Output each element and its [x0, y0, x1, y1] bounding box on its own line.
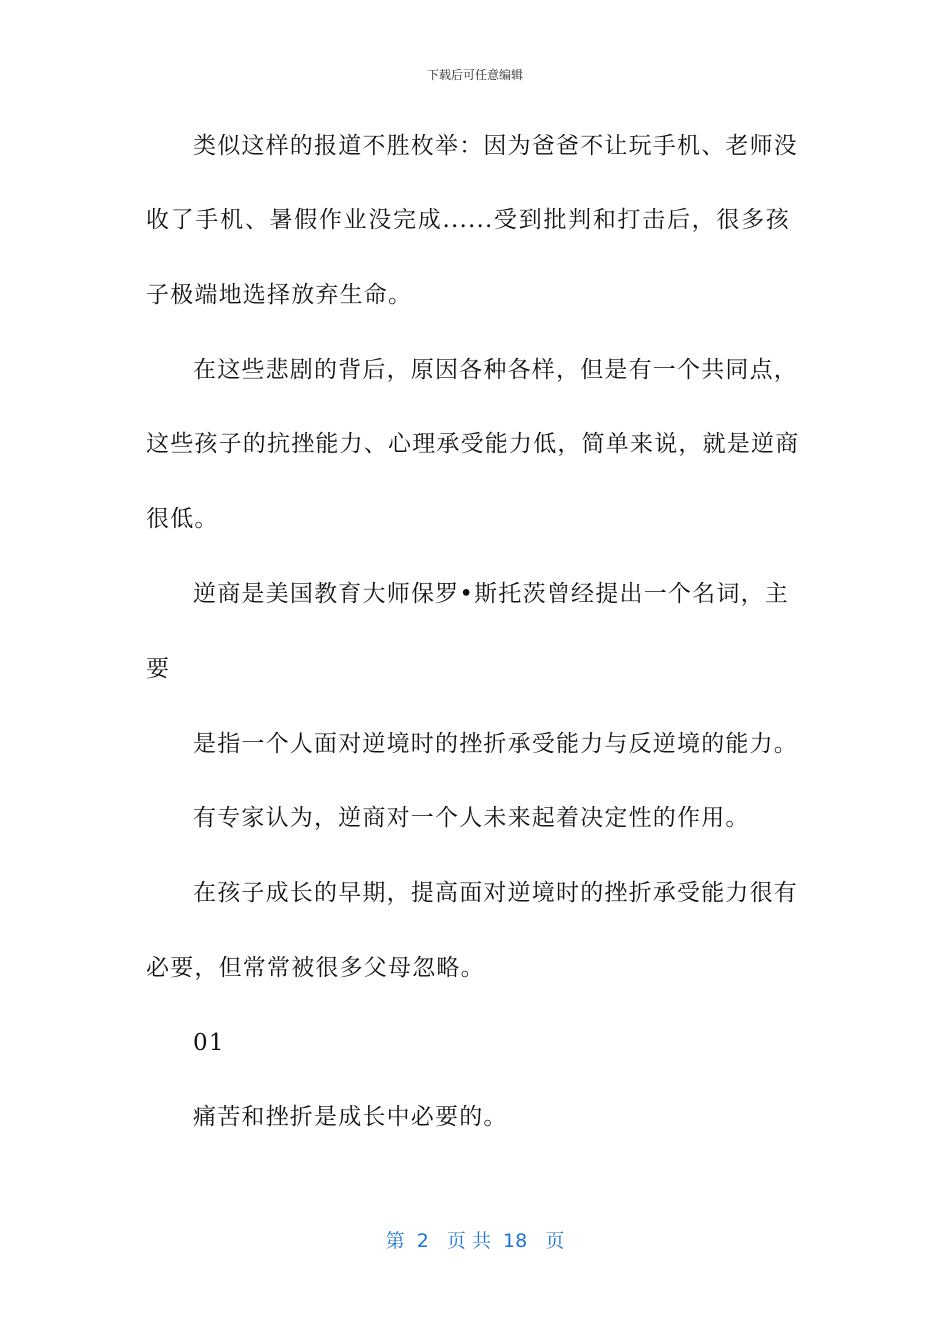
- text-line: 收了手机、暑假作业没完成......受到批判和打击后，很多孩: [146, 207, 790, 233]
- text-line: 必要，但常常被很多父母忽略。: [146, 955, 485, 981]
- text-line: 类似这样的报道不胜枚举：因为爸爸不让玩手机、老师没: [193, 133, 798, 159]
- page-header: 下载后可任意编辑: [426, 68, 523, 82]
- section-number: 01: [193, 1030, 225, 1056]
- text-line: 很低。: [146, 506, 219, 532]
- text-line: 有专家认为，逆商对一个人未来起着决定性的作用。: [193, 805, 750, 831]
- text-line: 在孩子成长的早期，提高面对逆境时的挫折承受能力很有: [193, 880, 798, 906]
- text-line: 痛苦和挫折是成长中必要的。: [193, 1104, 508, 1130]
- text-line: 这些孩子的抗挫能力、心理承受能力低，简单来说，就是逆商: [146, 431, 800, 457]
- text-line: 要: [146, 656, 171, 682]
- text-line: 逆商是美国教育大师保罗•斯托茨曾经提出一个名词，主: [193, 581, 789, 607]
- page-footer: 第 2 页 共 18 页: [385, 1230, 565, 1252]
- text-line: 是指一个人面对逆境时的挫折承受能力与反逆境的能力。: [193, 731, 798, 757]
- text-line: 在这些悲剧的背后，原因各种各样，但是有一个共同点，: [193, 357, 798, 383]
- text-line: 子极端地选择放弃生命。: [146, 282, 413, 308]
